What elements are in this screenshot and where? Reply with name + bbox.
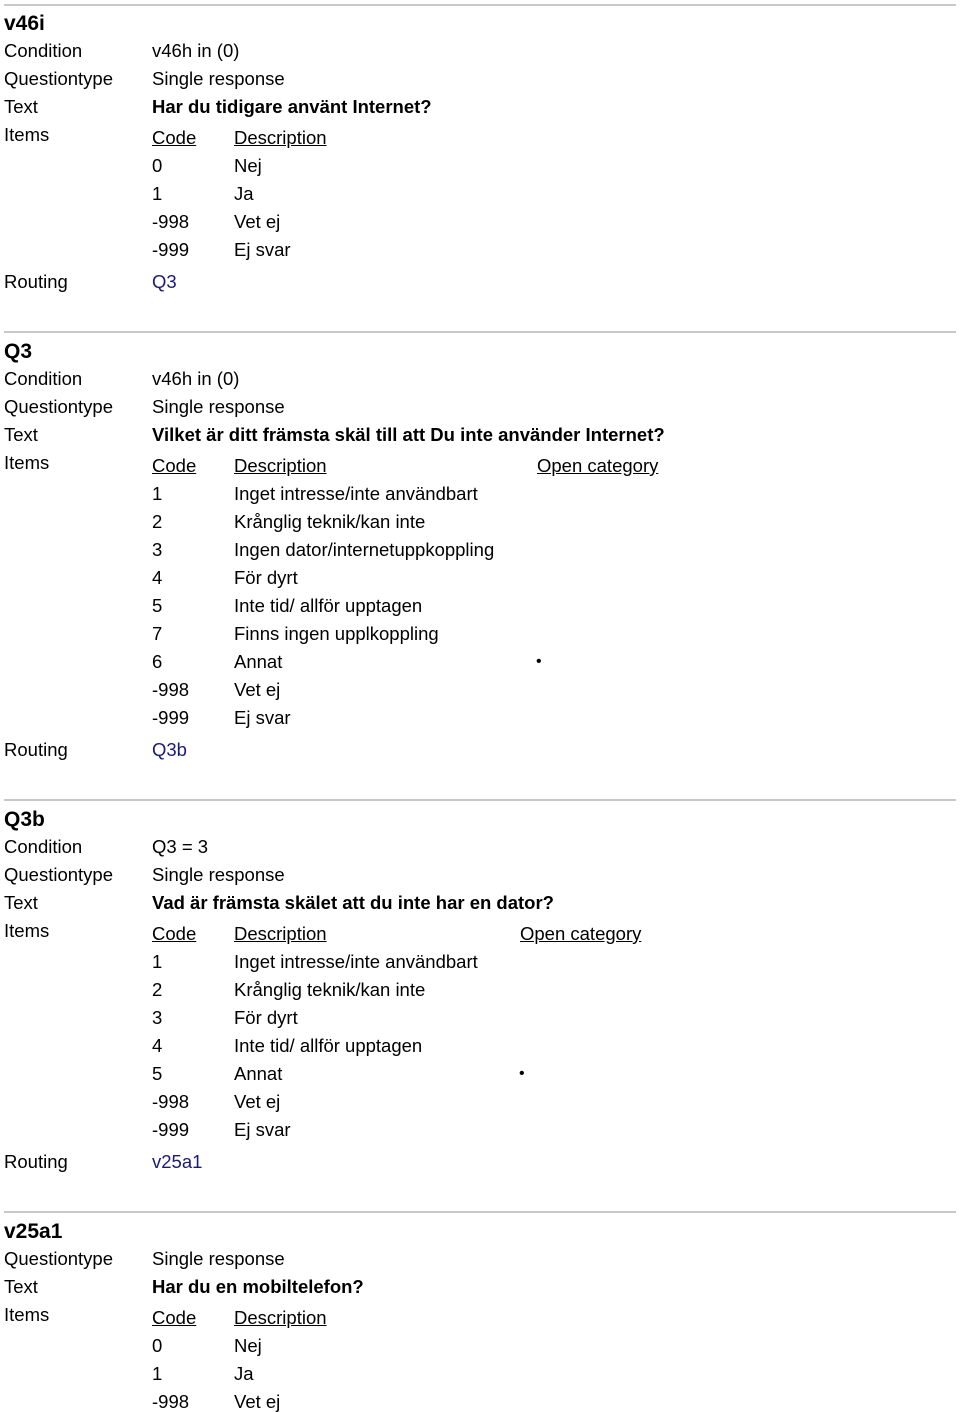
questiontype-value: Single response	[152, 68, 285, 89]
questiontype-value: Single response	[152, 396, 285, 417]
item-description: Ej svar	[234, 239, 291, 260]
section-divider	[4, 331, 956, 333]
items-label: Items	[4, 452, 50, 473]
item-description: Annat	[234, 1063, 283, 1084]
item-description: Vet ej	[234, 1391, 281, 1412]
question-id: v46i	[4, 12, 45, 35]
routing-label: Routing	[4, 271, 68, 292]
code-header: Code	[152, 455, 197, 476]
text-label: Text	[4, 96, 38, 117]
items-label: Items	[4, 920, 50, 941]
item-description: Ej svar	[234, 1119, 291, 1140]
item-code: 3	[152, 1007, 163, 1028]
item-description: Vet ej	[234, 679, 281, 700]
item-description: Finns ingen upplkoppling	[234, 623, 439, 644]
text-label: Text	[4, 892, 38, 913]
item-description: Ja	[234, 1363, 254, 1384]
question-id: Q3b	[4, 808, 45, 831]
item-description: Nej	[234, 155, 262, 176]
item-code: 4	[152, 1035, 163, 1056]
routing-link[interactable]: Q3b	[152, 739, 187, 760]
item-code: 1	[152, 183, 163, 204]
questiontype-label: Questiontype	[4, 396, 114, 417]
open-category-header: Open category	[537, 455, 659, 476]
text-label: Text	[4, 424, 38, 445]
questiontype-value: Single response	[152, 1248, 285, 1269]
item-description: Vet ej	[234, 211, 281, 232]
question-id: v25a1	[4, 1220, 63, 1243]
description-header: Description	[234, 1307, 327, 1328]
item-code: 5	[152, 1063, 163, 1084]
section-divider	[4, 1211, 956, 1213]
item-description: Ja	[234, 183, 254, 204]
code-header: Code	[152, 127, 197, 148]
item-code: -999	[152, 707, 190, 728]
item-description: För dyrt	[234, 567, 298, 588]
condition-value: Q3 = 3	[152, 836, 209, 857]
item-description: Vet ej	[234, 1091, 281, 1112]
code-header: Code	[152, 1307, 197, 1328]
item-description: Annat	[234, 651, 283, 672]
item-description: Nej	[234, 1335, 262, 1356]
item-code: 2	[152, 979, 163, 1000]
questiontype-label: Questiontype	[4, 864, 114, 885]
questiontype-label: Questiontype	[4, 1248, 114, 1269]
item-code: -998	[152, 211, 190, 232]
item-description: Krånglig teknik/kan inte	[234, 979, 426, 1000]
open-category-header: Open category	[520, 923, 642, 944]
description-header: Description	[234, 127, 327, 148]
item-code: -999	[152, 239, 190, 260]
items-label: Items	[4, 124, 50, 145]
section-divider	[4, 4, 956, 6]
item-description: Inte tid/ allför upptagen	[234, 1035, 423, 1056]
questiontype-value: Single response	[152, 864, 285, 885]
description-header: Description	[234, 455, 327, 476]
item-code: 7	[152, 623, 163, 644]
item-description: Inget intresse/inte användbart	[234, 951, 478, 972]
item-code: -998	[152, 679, 190, 700]
item-description: Inget intresse/inte användbart	[234, 483, 478, 504]
section-divider	[4, 799, 956, 801]
question-text: Har du tidigare använt Internet?	[152, 96, 432, 117]
item-code: 1	[152, 951, 163, 972]
question-text: Vilket är ditt främsta skäl till att Du inte använder Internet?	[152, 424, 665, 445]
item-description: Ingen dator/internetuppkoppling	[234, 539, 495, 560]
routing-label: Routing	[4, 1151, 68, 1172]
item-description: Krånglig teknik/kan inte	[234, 511, 426, 532]
item-code: 2	[152, 511, 163, 532]
item-code: 5	[152, 595, 163, 616]
item-description: För dyrt	[234, 1007, 298, 1028]
condition-value: v46h in (0)	[152, 40, 240, 61]
item-code: 3	[152, 539, 163, 560]
question-text: Vad är främsta skälet att du inte har en dator?	[152, 892, 554, 913]
code-header: Code	[152, 923, 197, 944]
item-code: -998	[152, 1391, 190, 1412]
condition-value: v46h in (0)	[152, 368, 240, 389]
item-code: 4	[152, 567, 163, 588]
description-header: Description	[234, 923, 327, 944]
item-code: 1	[152, 1363, 163, 1384]
items-label: Items	[4, 1304, 50, 1325]
item-code: -999	[152, 1119, 190, 1140]
item-code: 0	[152, 1335, 163, 1356]
condition-label: Condition	[4, 40, 83, 61]
text-label: Text	[4, 1276, 38, 1297]
item-code: 6	[152, 651, 163, 672]
routing-link[interactable]: v25a1	[152, 1151, 203, 1172]
open-category-bullet: •	[519, 1065, 525, 1082]
item-description: Inte tid/ allför upptagen	[234, 595, 423, 616]
routing-label: Routing	[4, 739, 68, 760]
question-id: Q3	[4, 340, 33, 363]
open-category-bullet: •	[536, 653, 542, 670]
questiontype-label: Questiontype	[4, 68, 114, 89]
item-code: 1	[152, 483, 163, 504]
item-description: Ej svar	[234, 707, 291, 728]
routing-link[interactable]: Q3	[152, 271, 177, 292]
condition-label: Condition	[4, 368, 83, 389]
condition-label: Condition	[4, 836, 83, 857]
item-code: 0	[152, 155, 163, 176]
item-code: -998	[152, 1091, 190, 1112]
question-text: Har du en mobiltelefon?	[152, 1276, 364, 1297]
